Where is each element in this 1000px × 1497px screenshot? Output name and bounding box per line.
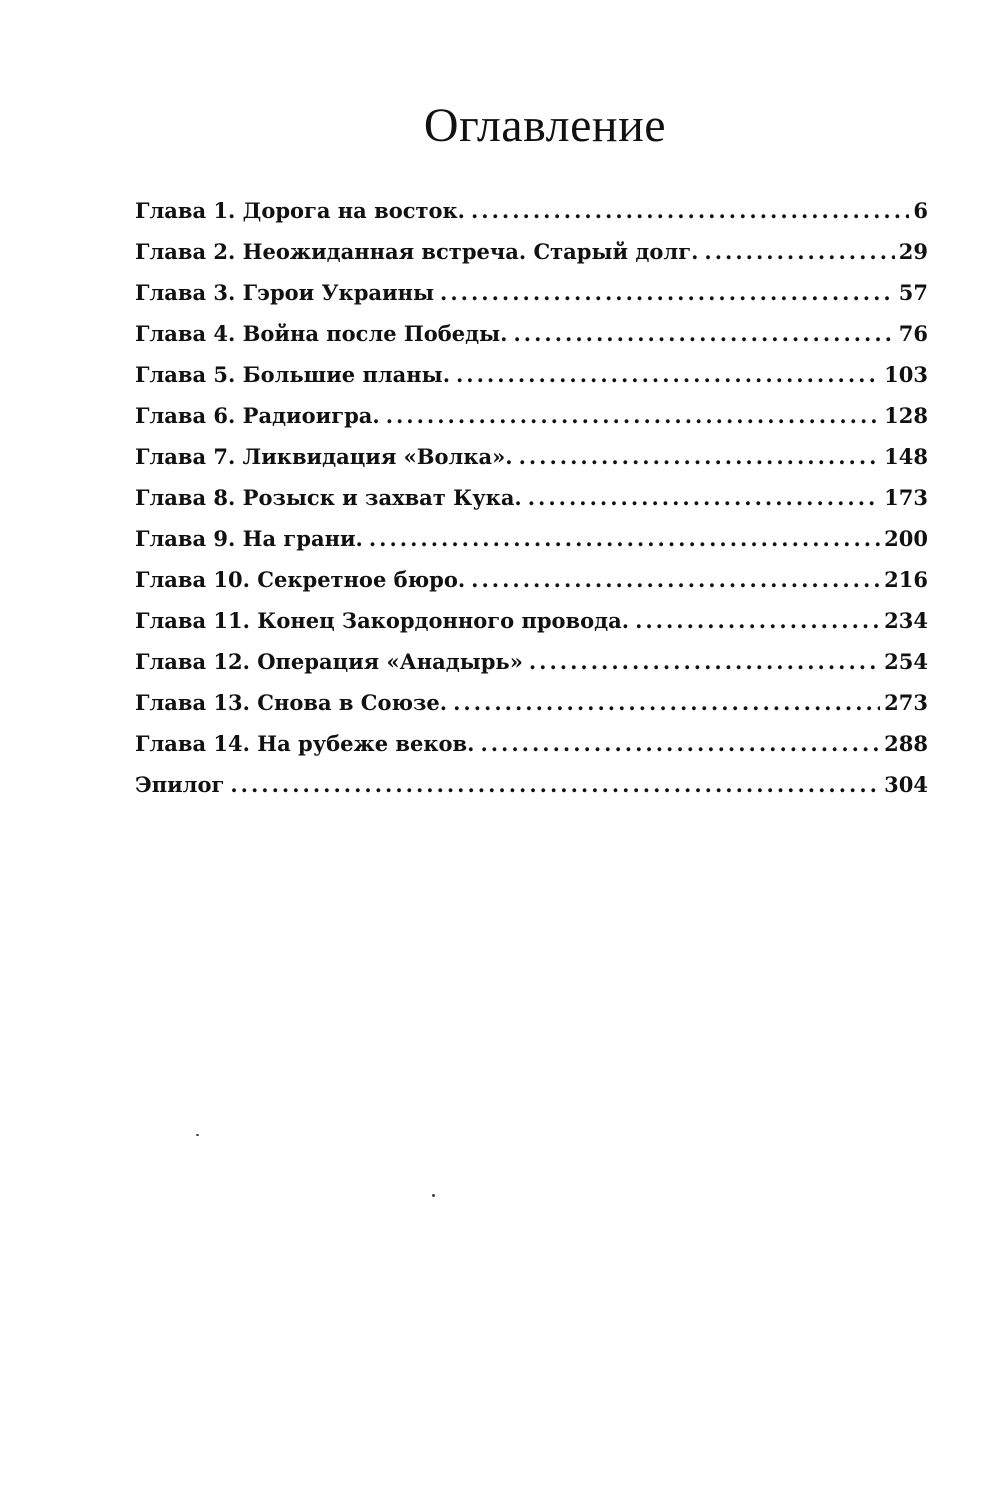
dot-leader [471,198,909,223]
toc-entry [135,731,928,772]
dot-leader [480,731,880,756]
toc-entry [135,239,928,280]
toc-entry-title: Эпилог [135,772,225,797]
toc-entry [135,403,928,444]
dot-leader [440,280,895,305]
toc-entry [135,321,928,362]
dot-leader [635,608,880,633]
toc-entry [135,649,928,690]
dot-leader [453,690,880,715]
toc-entry [135,526,928,567]
toc-page-number: 254 [884,649,928,674]
toc-entry-title: Глава 5. Большие планы. [135,362,450,387]
dot-leader [513,321,894,346]
toc-page-number: 173 [884,485,928,510]
scan-speck [196,1134,199,1136]
toc-page-number: 288 [884,731,928,756]
dot-leader [519,444,881,469]
dot-leader [456,362,880,387]
toc-entry-title: Глава 7. Ликвидация «Волка». [135,444,513,469]
dot-leader [528,485,880,510]
toc-entry-title: Глава 11. Конец Закордонного провода. [135,608,630,633]
toc-page-number: 57 [898,280,928,305]
toc-entry [135,690,928,731]
toc-page-number: 200 [884,526,928,551]
dot-leader [386,403,880,428]
scan-speck [432,1194,435,1197]
toc-entry [135,485,928,526]
toc-entry [135,608,928,649]
toc-entry [135,444,928,485]
toc-page-number: 304 [884,772,928,797]
toc-entry-title: Глава 14. На рубеже веков. [135,731,475,756]
toc-entry [135,280,928,321]
toc-page-number: 128 [884,403,928,428]
toc-entry-title: Глава 4. Война после Победы. [135,321,508,346]
dot-leader [230,772,880,797]
toc-entry [135,567,928,608]
dot-leader [704,239,894,264]
toc-page-number: 216 [884,567,928,592]
toc-entry-title: Глава 3. Гэрои Украины [135,280,435,305]
toc-entry-title: Глава 10. Секретное бюро. [135,567,466,592]
toc-entry [135,772,928,813]
toc-entry-title: Глава 2. Неожиданная встреча. Старый долг. [135,239,699,264]
toc-entry-title: Глава 8. Розыск и захват Кука. [135,485,522,510]
toc-page-number: 76 [898,321,928,346]
toc-page-number: 273 [884,690,928,715]
toc-page-number: 29 [898,239,928,264]
toc-entry [135,198,928,239]
toc-page-number: 148 [884,444,928,469]
table-of-contents [135,198,928,813]
toc-entry-title: Глава 1. Дорога на восток. [135,198,465,223]
toc-entry-title: Глава 6. Радиоигра. [135,403,380,428]
toc-page-number: 103 [884,362,928,387]
dot-leader [369,526,880,551]
dot-leader [529,649,880,674]
page-title: Оглавление [423,99,667,152]
toc-entry-title: Глава 13. Снова в Союзе. [135,690,448,715]
toc-page-number: 234 [884,608,928,633]
toc-entry-title: Глава 12. Операция «Анадырь» [135,649,523,674]
dot-leader [471,567,880,592]
toc-page-number: 6 [913,198,928,223]
toc-entry-title: Глава 9. На грани. [135,526,363,551]
toc-entry [135,362,928,403]
